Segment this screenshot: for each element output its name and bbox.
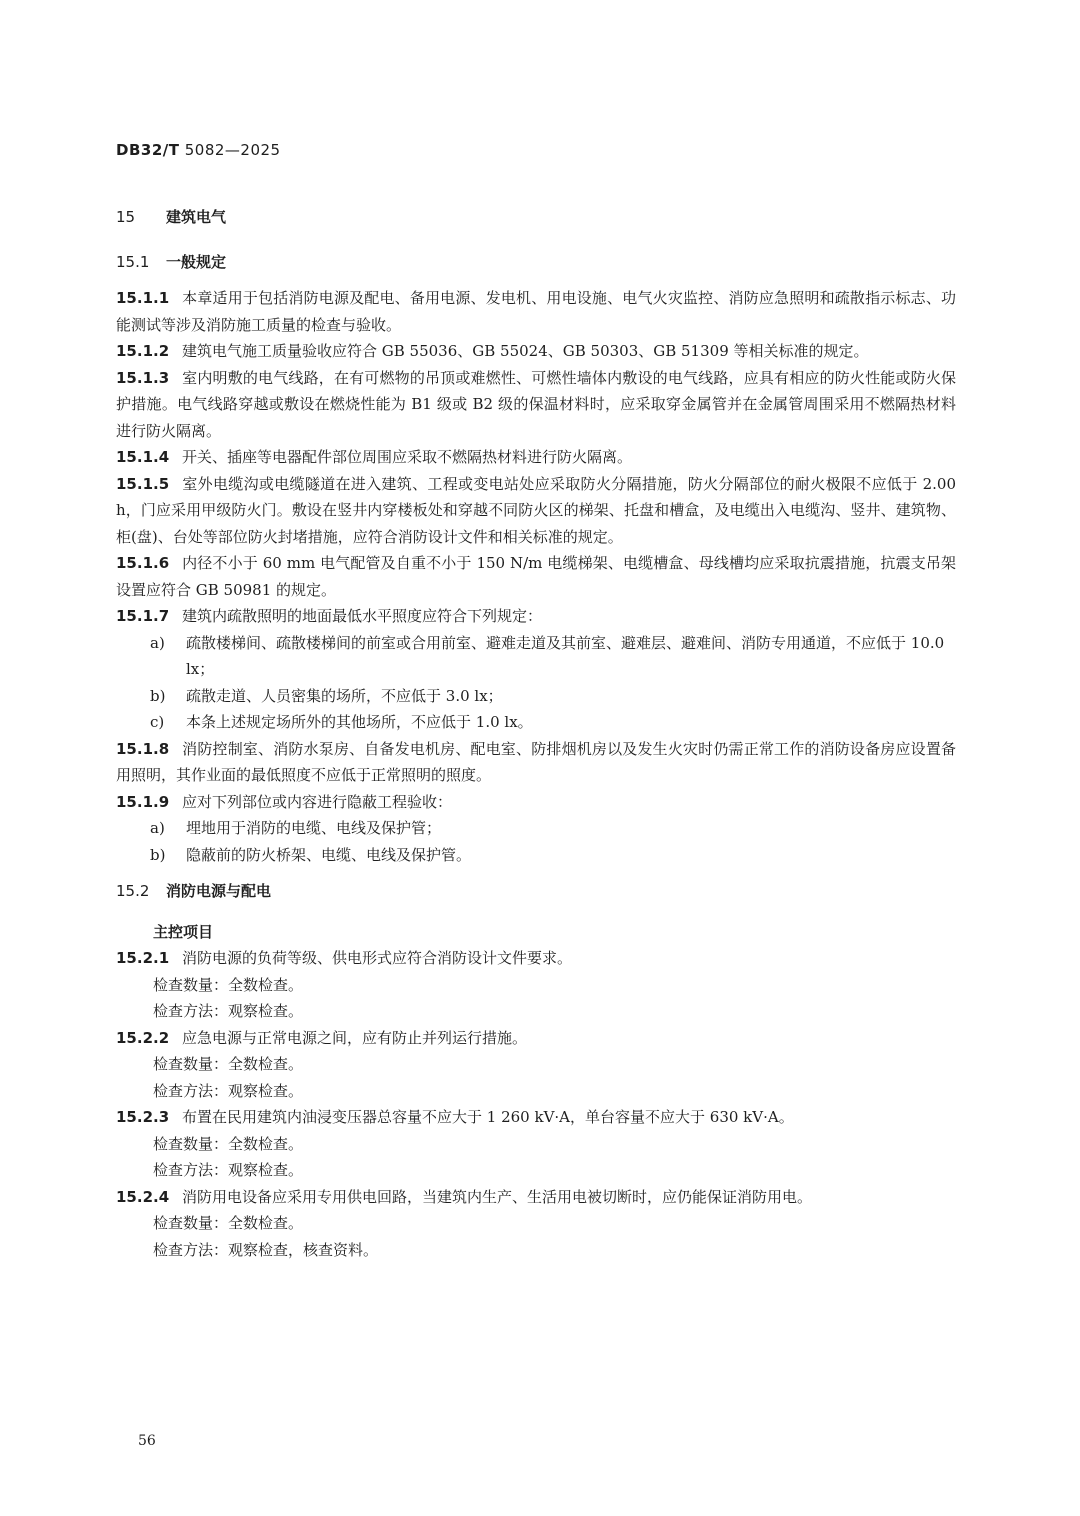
clause-text: 室外电缆沟或电缆隧道在进入建筑、工程或变电站处应采取防火分隔措施，防火分隔部位的耐火极限不应低于 2.00 h，门应采用甲级防火门。敷设在竖井内穿楼板处和穿越不同防火区的梯架、托盘和槽盒，及电缆出入电缆沟、竖井、建筑物、柜(盘)、台处等部位防火封堵措施，应符合消防设计文件和相关标准的规定。	[116, 474, 956, 546]
section-heading-15-2	[116, 878, 956, 905]
list-item-marker: b)	[150, 686, 166, 705]
inspection-method: 检查方法：观察检查。	[153, 1161, 304, 1179]
list-item-marker: a)	[150, 633, 165, 652]
inspection-quantity: 检查数量：全数检查。	[153, 1134, 304, 1153]
clause-number: 15.1.2	[116, 342, 170, 360]
page-number: 56	[138, 1433, 156, 1449]
section-title: 消防电源与配电	[166, 882, 272, 900]
standard-number: 5082—2025	[184, 141, 281, 159]
clause-number: 15.1.7	[116, 607, 170, 625]
list-item-marker: b)	[150, 845, 166, 864]
section-number: 15.1	[116, 252, 150, 271]
inspection-method: 检查方法：观察检查，核查资料。	[153, 1240, 379, 1259]
list-item-text: 本条上述规定场所外的其他场所，不应低于 1.0 lx。	[186, 713, 533, 731]
clause-number: 15.1.5	[116, 474, 170, 493]
list-item-text: 疏散楼梯间、疏散楼梯间的前室或合用前室、避难走道及其前室、避难层、避难间、消防专用通道，不应低于 10.0 lx；	[186, 633, 945, 678]
list-item-text: 埋地用于消防的电缆、电线及保护管；	[186, 819, 442, 837]
list-item-text: 疏散走道、人员密集的场所，不应低于 3.0 lx；	[186, 686, 503, 705]
page-content	[116, 204, 956, 1263]
clause-15-1-6	[116, 550, 956, 603]
clause-number: 15.2.3	[116, 1108, 170, 1126]
standard-code	[116, 141, 281, 159]
clause-number: 15.1.3	[116, 368, 170, 387]
chapter-heading	[116, 204, 956, 231]
clause-15-1-3	[116, 365, 956, 445]
clause-number: 15.1.9	[116, 792, 170, 811]
list-item	[116, 683, 956, 710]
section-title: 一般规定	[166, 252, 227, 271]
clause-15-1-8	[116, 736, 956, 789]
clause-15-1-9	[116, 789, 956, 816]
list-item	[116, 709, 956, 736]
clause-number: 15.2.1	[116, 949, 170, 967]
clause-number: 15.1.4	[116, 448, 170, 466]
inspection-quantity: 检查数量：全数检查。	[153, 1055, 304, 1073]
list-item-text: 隐蔽前的防火桥架、电缆、电线及保护管。	[186, 845, 472, 864]
clause-15-1-4	[116, 444, 956, 471]
clause-15-1-2	[116, 338, 956, 365]
clause-text: 开关、插座等电器配件部位周围应采取不燃隔热材料进行防火隔离。	[182, 448, 633, 466]
clause-number: 15.2.4	[116, 1187, 170, 1206]
clause-15-2-3	[116, 1104, 956, 1131]
chapter-number: 15	[116, 208, 136, 226]
clause-number: 15.2.2	[116, 1028, 170, 1047]
clause-15-1-7	[116, 603, 956, 630]
clause-text: 室内明敷的电气线路，在有可燃物的吊顶或难燃性、可燃性墙体内敷设的电气线路，应具有相应的防火性能或防火保护措施。电气线路穿越或敷设在燃烧性能为 B1 级或 B2 级的保温材料时，应采取穿金属管并在金属管周围采用不燃隔热材料进行防火隔离。	[116, 368, 956, 440]
chapter-title: 建筑电气	[166, 208, 227, 226]
clause-text: 消防控制室、消防水泵房、自备发电机房、配电室、防排烟机房以及发生火灾时仍需正常工作的消防设备房应设置备用照明，其作业面的最低照度不应低于正常照明的照度。	[116, 739, 956, 784]
subheading-main-control-items: 主控项目	[153, 922, 214, 941]
clause-15-2-4	[116, 1184, 956, 1211]
section-number: 15.2	[116, 882, 150, 900]
clause-text: 应对下列部位或内容进行隐蔽工程验收：	[182, 792, 453, 811]
inspection-quantity: 检查数量：全数检查。	[153, 975, 304, 994]
clause-number: 15.1.1	[116, 289, 170, 307]
clause-text: 内径不小于 60 mm 电气配管及自重不小于 150 N/m 电缆梯架、电缆槽盒、母线槽均应采取抗震措施，抗震支吊架设置应符合 GB 50981 的规定。	[116, 554, 956, 599]
clause-15-1-5	[116, 471, 956, 551]
clause-text: 建筑内疏散照明的地面最低水平照度应符合下列规定：	[182, 607, 543, 625]
clause-15-2-1	[116, 945, 956, 972]
clause-15-1-1	[116, 285, 956, 338]
inspection-method: 检查方法：观察检查。	[153, 1002, 304, 1020]
standard-prefix: DB32/T	[116, 141, 180, 159]
clause-number: 15.1.8	[116, 739, 170, 758]
clause-text: 消防电源的负荷等级、供电形式应符合消防设计文件要求。	[182, 949, 573, 967]
inspection-method: 检查方法：观察检查。	[153, 1081, 304, 1100]
section-heading-15-1	[116, 249, 956, 276]
inspection-quantity: 检查数量：全数检查。	[153, 1214, 304, 1232]
clause-text: 消防用电设备应采用专用供电回路，当建筑内生产、生活用电被切断时，应仍能保证消防用电。	[182, 1187, 813, 1206]
clause-text: 建筑电气施工质量验收应符合 GB 55036、GB 55024、GB 50303、GB 51309 等相关标准的规定。	[182, 342, 869, 360]
clause-number: 15.1.6	[116, 554, 170, 572]
clause-text: 布置在民用建筑内油浸变压器总容量不应大于 1 260 kV·A，单台容量不应大于 630 kV·A。	[182, 1108, 794, 1126]
clause-15-2-2	[116, 1025, 956, 1052]
list-item-marker: a)	[150, 819, 165, 837]
list-item	[116, 815, 956, 842]
list-item	[116, 630, 956, 683]
list-item	[116, 842, 956, 869]
list-item-marker: c)	[150, 713, 165, 731]
clause-text: 本章适用于包括消防电源及配电、备用电源、发电机、用电设施、电气火灾监控、消防应急照明和疏散指示标志、功能测试等涉及消防施工质量的检查与验收。	[116, 289, 956, 334]
clause-text: 应急电源与正常电源之间，应有防止并列运行措施。	[182, 1028, 528, 1047]
